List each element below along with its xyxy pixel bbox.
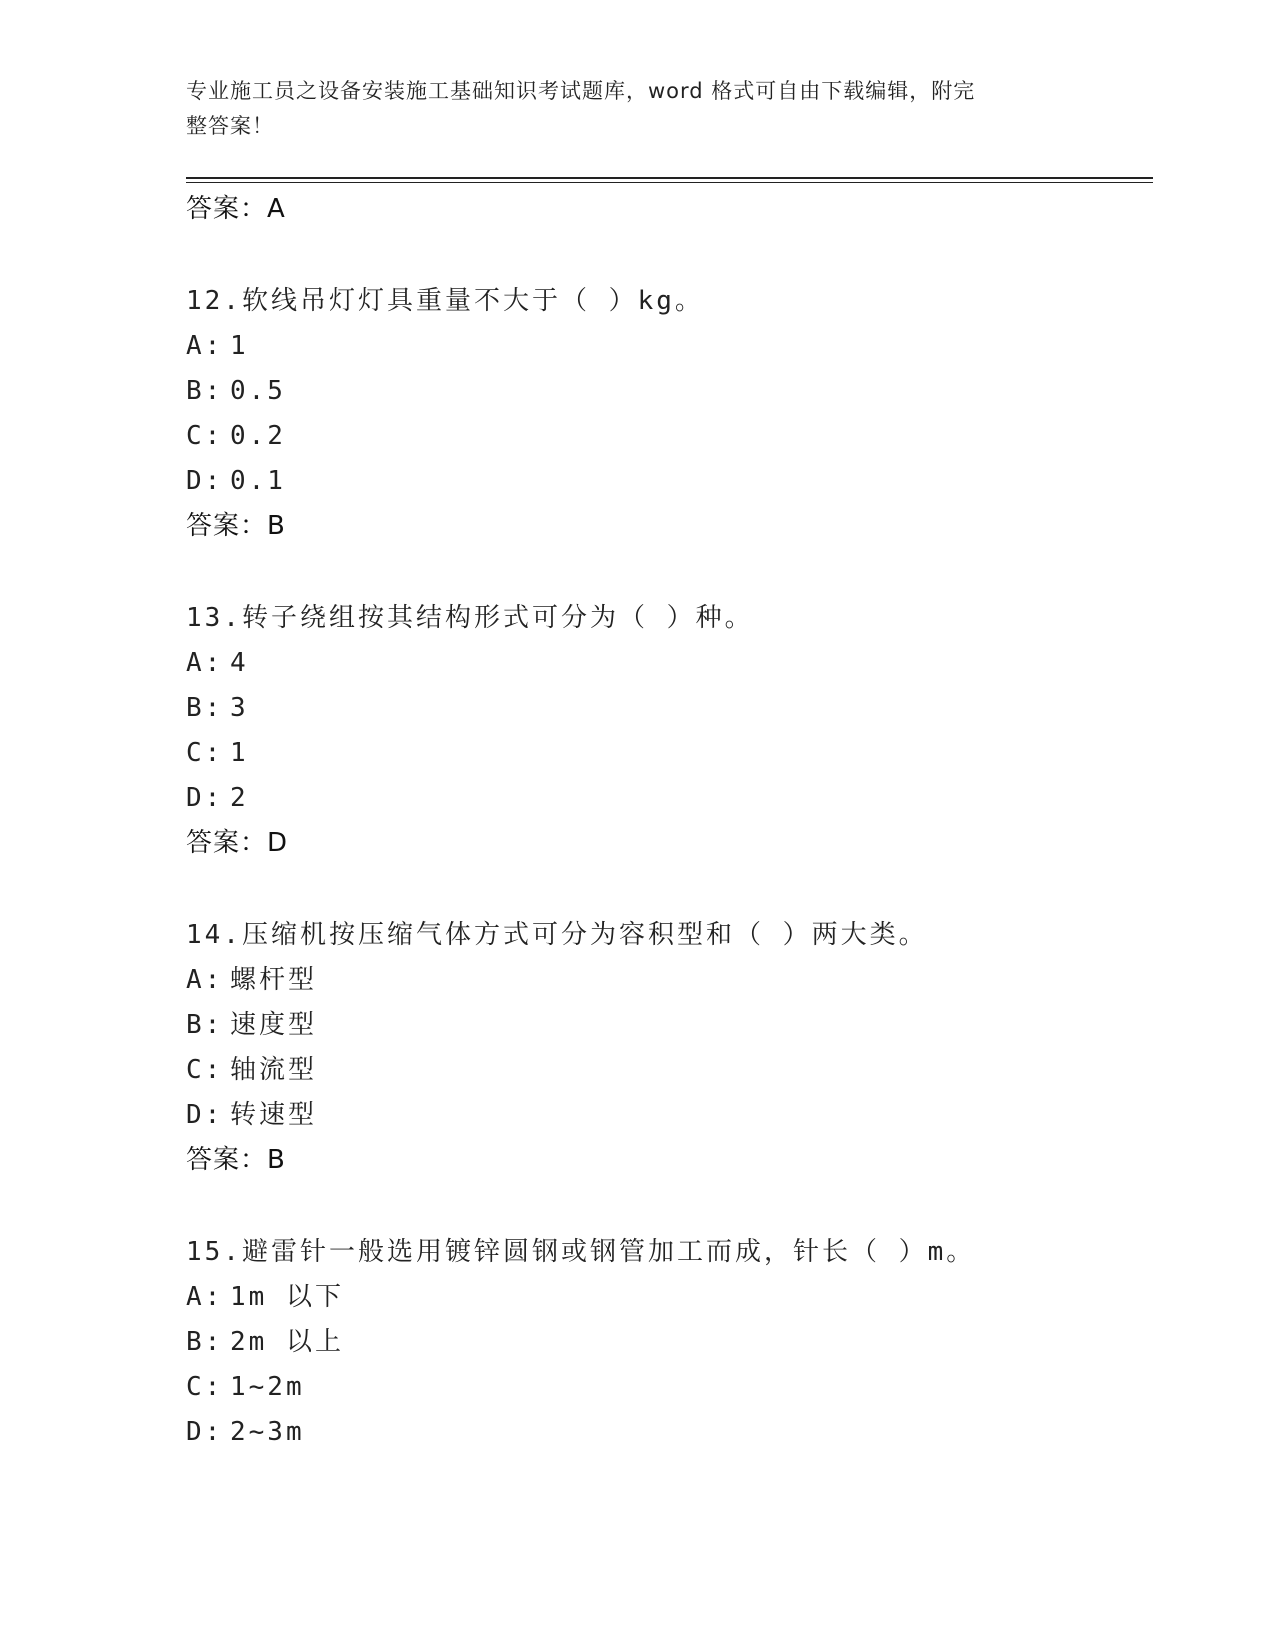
option-text: 轴流型 (230, 1055, 318, 1085)
answer-line: 答案：A (186, 194, 286, 224)
option-text: 1m 以下 (230, 1282, 344, 1312)
header-divider-thick (186, 177, 1153, 179)
option-label: A: (186, 965, 224, 995)
option-label: B: (186, 693, 224, 723)
option-a (186, 324, 1153, 369)
option-text: 3 (230, 693, 249, 723)
option-text: 0.1 (230, 466, 286, 496)
question-list (186, 187, 1153, 1455)
question-12 (186, 279, 1153, 548)
option-d (186, 459, 1153, 504)
option-label: D: (186, 466, 224, 496)
option-b (186, 1320, 1153, 1365)
option-c (186, 414, 1153, 459)
option-label: A: (186, 331, 224, 361)
option-label: D: (186, 1100, 224, 1130)
option-label: B: (186, 376, 224, 406)
option-text: 转速型 (230, 1100, 318, 1130)
option-a (186, 641, 1153, 686)
option-label: D: (186, 1417, 224, 1447)
answer-line: 答案：B (186, 511, 286, 541)
option-b (186, 1003, 1153, 1048)
option-label: D: (186, 783, 224, 813)
option-label: C: (186, 1055, 224, 1085)
header-line-1: 专业施工员之设备安装施工基础知识考试题库，word 格式可自由下载编辑，附完 (186, 79, 976, 103)
question-15 (186, 1230, 1153, 1455)
option-text: 0.5 (230, 376, 286, 406)
option-label: C: (186, 421, 224, 451)
option-label: C: (186, 1372, 224, 1402)
question-13 (186, 596, 1153, 865)
option-text: 2 (230, 783, 249, 813)
option-b (186, 686, 1153, 731)
option-text: 2m 以上 (230, 1327, 344, 1357)
option-text: 1 (230, 331, 249, 361)
option-text: 1 (230, 738, 249, 768)
option-text: 0.2 (230, 421, 286, 451)
option-c (186, 1365, 1153, 1410)
option-a (186, 1275, 1153, 1320)
option-d (186, 1093, 1153, 1138)
option-b (186, 369, 1153, 414)
question-text: 15.避雷针一般选用镀锌圆钢或钢管加工而成，针长（ ）m。 (186, 1237, 976, 1267)
option-c (186, 731, 1153, 776)
question-text: 12.软线吊灯灯具重量不大于（ ）kg。 (186, 286, 704, 316)
option-label: A: (186, 648, 224, 678)
question-text: 13.转子绕组按其结构形式可分为（ ）种。 (186, 603, 754, 633)
option-a (186, 958, 1153, 1003)
option-text: 1~2m (230, 1372, 305, 1402)
option-d (186, 776, 1153, 821)
option-label: A: (186, 1282, 224, 1312)
option-label: B: (186, 1327, 224, 1357)
question-14 (186, 913, 1153, 1182)
document-header (186, 74, 1066, 144)
answer-line: 答案：B (186, 1145, 286, 1175)
header-divider-thin (186, 182, 1153, 183)
question-text: 14.压缩机按压缩气体方式可分为容积型和（ ）两大类。 (186, 920, 928, 950)
option-d (186, 1410, 1153, 1455)
header-line-2: 整答案！ (186, 114, 274, 138)
option-c (186, 1048, 1153, 1093)
option-text: 4 (230, 648, 249, 678)
option-label: B: (186, 1010, 224, 1040)
option-text: 2~3m (230, 1417, 305, 1447)
option-text: 速度型 (230, 1010, 318, 1040)
option-text: 螺杆型 (230, 965, 318, 995)
option-label: C: (186, 738, 224, 768)
answer-line: 答案：D (186, 828, 289, 858)
